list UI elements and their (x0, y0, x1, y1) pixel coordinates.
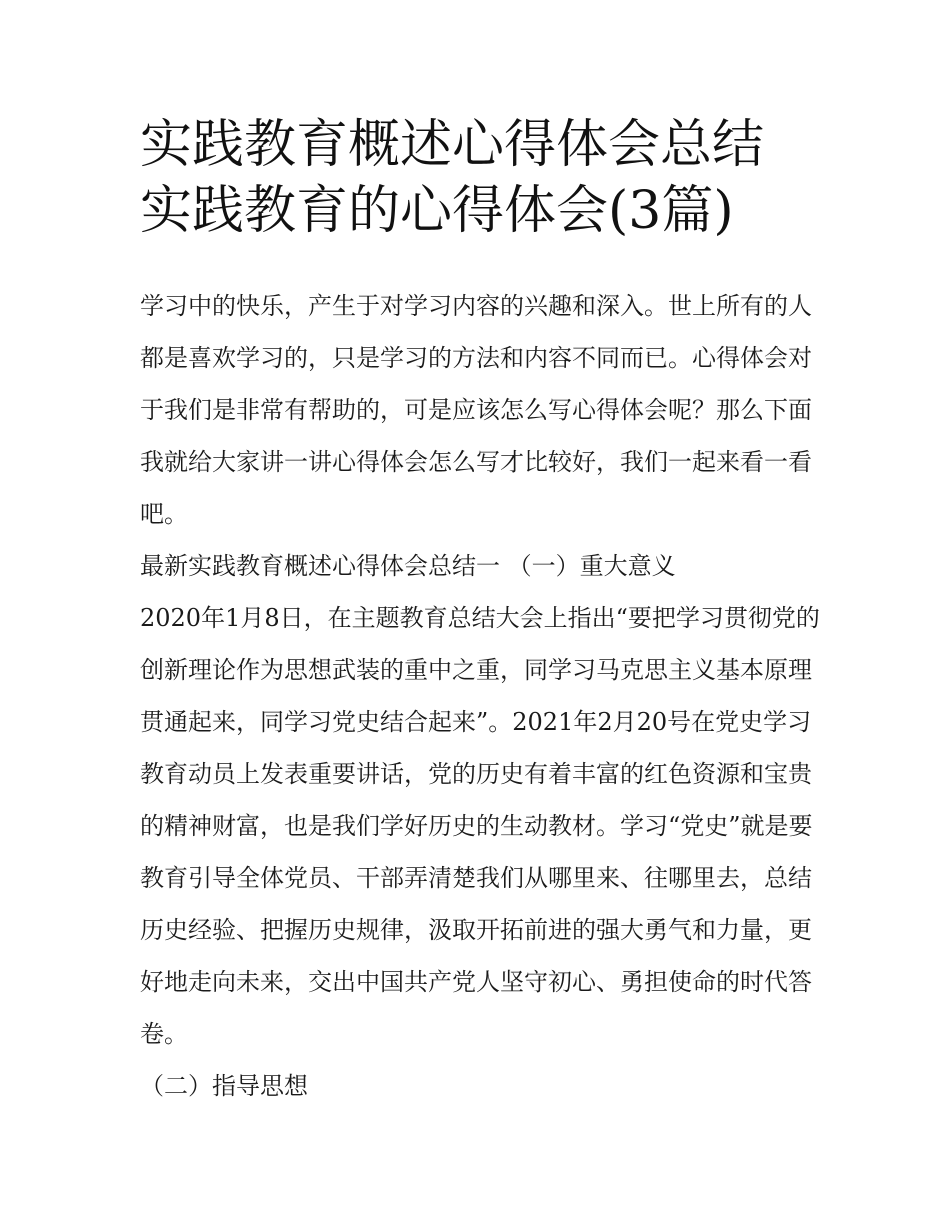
section-heading-2: （二）指导思想 (140, 1072, 308, 1100)
section-heading-1: 最新实践教育概述心得体会总结一 （一）重大意义 (140, 552, 676, 580)
intro-paragraph: 学习中的快乐，产生于对学习内容的兴趣和深入。世上所有的人都是喜欢学习的，只是学习的方法和内容不同而已。心得体会对于我们是非常有帮助的，可是应该怎么写心得体会呢？那么下面我就给大家讲一讲心得体会怎么写才比较好，我们一起来看一看吧。 (140, 292, 812, 528)
document-body (140, 280, 820, 1112)
document-title: 实践教育概述心得体会总结 实践教育的心得体会(3篇) (140, 115, 765, 241)
section-paragraph-1: 2020年1月8日，在主题教育总结大会上指出“要把学习贯彻党的创新理论作为思想武装的重中之重，同学习马克思主义基本原理贯通起来，同学习党史结合起来”。2021年2月20号在党史学习教育动员上发表重要讲话，党的历史有着丰富的红色资源和宝贵的精神财富，也是我们学好历史的生动教材。学习“党史”就是要教育引导全体党员、干部弄清楚我们从哪里来、往哪里去，总结历史经验、把握历史规律，汲取开拓前进的强大勇气和力量，更好地走向未来，交出中国共产党人坚守初心、勇担使命的时代答卷。 (140, 604, 820, 1048)
